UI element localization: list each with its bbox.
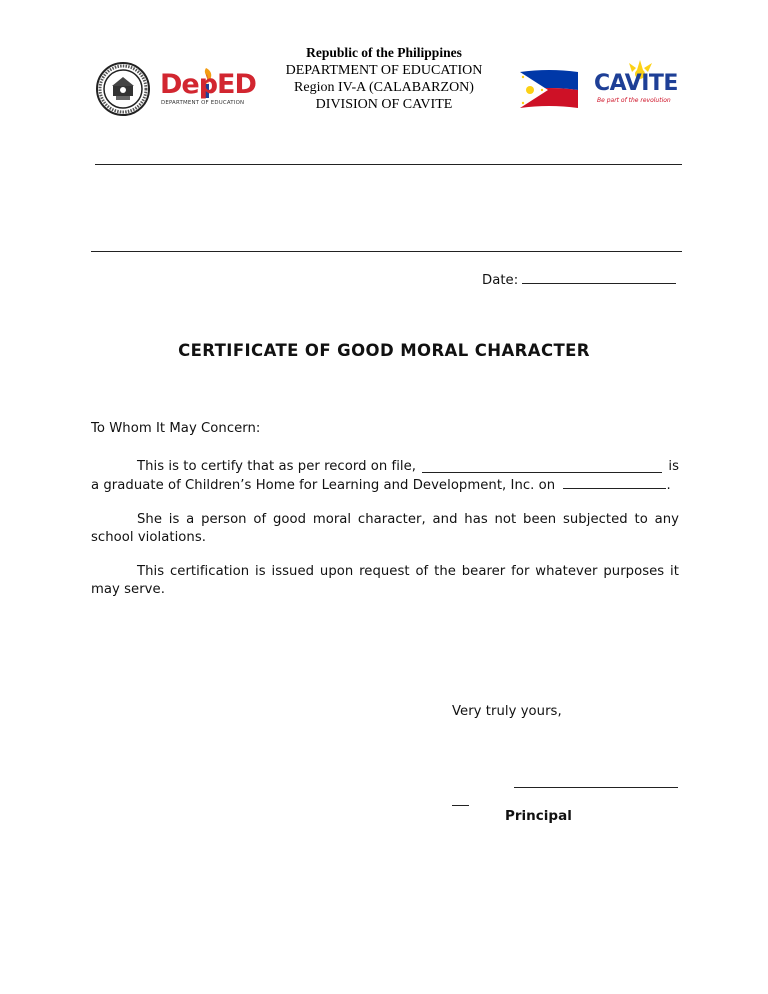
date-line bbox=[482, 271, 676, 290]
deped-logo-subtitle: DEPARTMENT OF EDUCATION bbox=[161, 100, 245, 106]
header-region: Region IV-A (CALABARZON) bbox=[294, 80, 474, 95]
graduation-date-blank bbox=[563, 476, 666, 489]
deped-logo bbox=[160, 62, 260, 112]
date-blank bbox=[522, 271, 676, 284]
deped-seal-logo bbox=[96, 62, 150, 116]
header-republic: Republic of the Philippines bbox=[306, 45, 462, 60]
signatory-title: Principal bbox=[505, 808, 572, 824]
header-rule-bottom bbox=[91, 251, 682, 252]
header-division: DIVISION OF CAVITE bbox=[315, 97, 453, 112]
paragraph-purpose: This certification is issued upon request of the bearer for whatever purposes it may serve. bbox=[91, 564, 679, 597]
para1-text-a: This is to certify that as per record on file, bbox=[137, 459, 417, 474]
closing: Very truly yours, bbox=[452, 704, 562, 719]
certificate-title: CERTIFICATE OF GOOD MORAL CHARACTER bbox=[178, 341, 590, 360]
name-blank bbox=[422, 460, 662, 473]
signature-line-short bbox=[452, 805, 469, 806]
date-label: Date: bbox=[482, 273, 519, 288]
philippine-flag-icon bbox=[518, 68, 580, 112]
para1-text-c: a graduate of Children’s Home for Learning and Development, Inc. on bbox=[91, 478, 556, 493]
signature-line bbox=[514, 787, 678, 788]
cavite-tagline: Be part of the revolution bbox=[597, 97, 671, 104]
header-rule-top bbox=[95, 164, 682, 165]
para1-text-d: . bbox=[666, 478, 671, 493]
header-department: DEPARTMENT OF EDUCATION bbox=[285, 63, 483, 78]
paragraph-certify bbox=[91, 458, 679, 495]
paragraph-moral: She is a person of good moral character, and has not been subjected to any school violations. bbox=[91, 512, 679, 545]
cavite-logo bbox=[588, 58, 688, 110]
para1-text-b: is bbox=[668, 459, 679, 474]
deped-logo-text: DepED bbox=[160, 69, 256, 100]
salutation: To Whom It May Concern: bbox=[91, 421, 261, 436]
cavite-logo-text: CAVITE bbox=[594, 71, 678, 96]
